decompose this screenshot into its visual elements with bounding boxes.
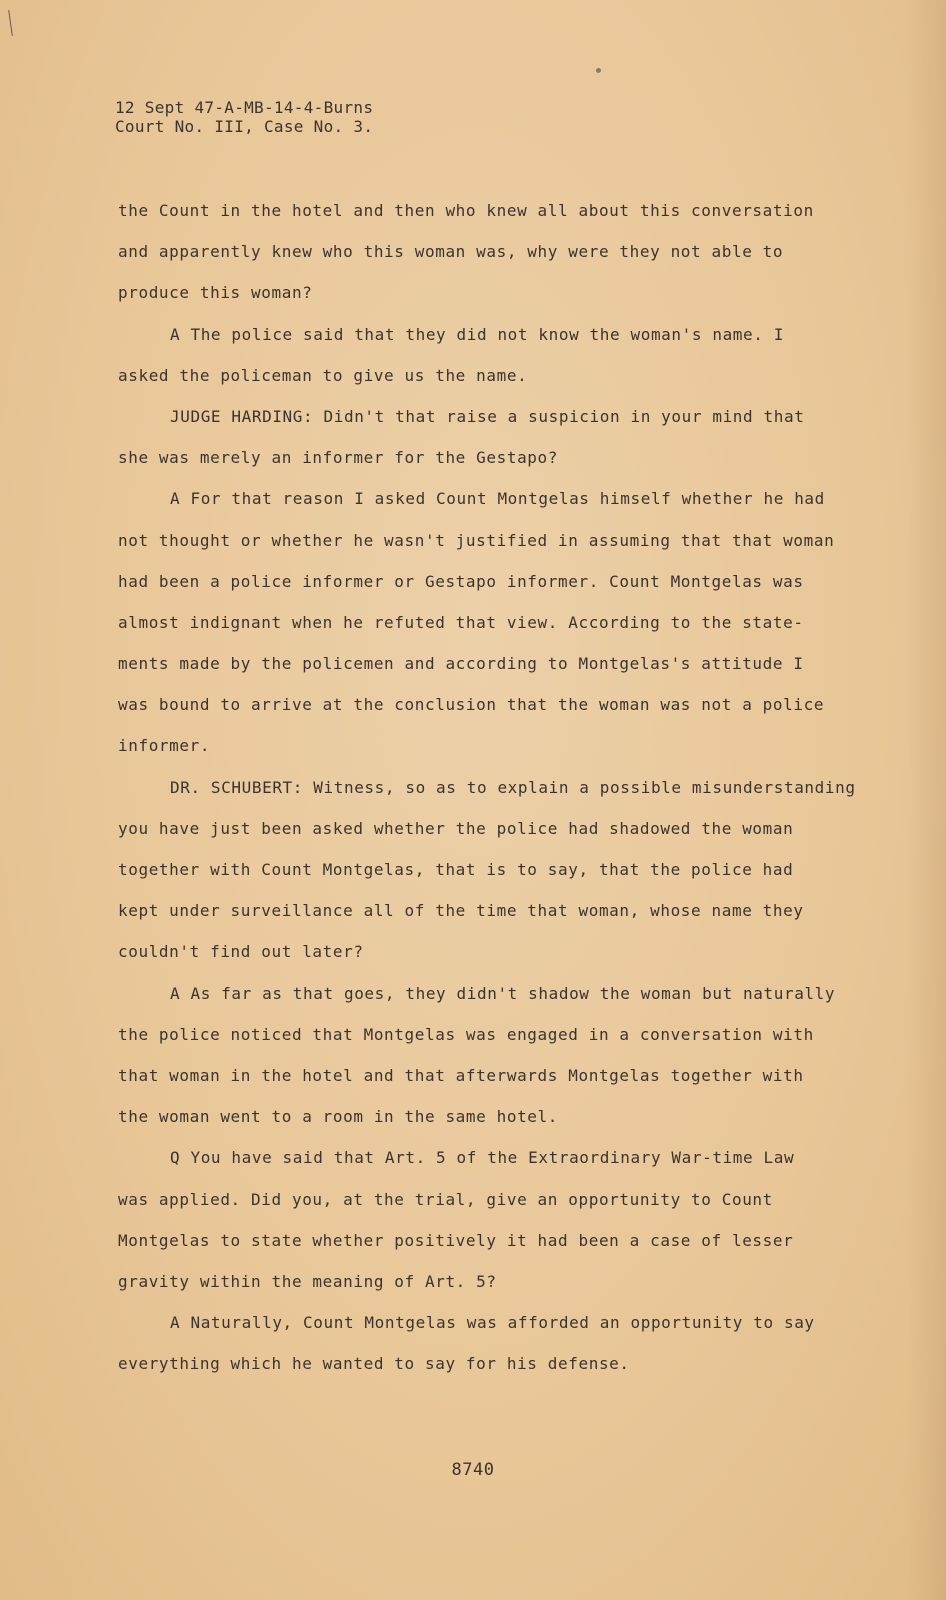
text-line: not thought or whether he wasn't justified in assuming that that woman	[118, 530, 835, 550]
text-line: A For that reason I asked Count Montgelas himself whether he had	[170, 489, 825, 509]
page-edge-shadow	[906, 0, 946, 1600]
text-line: A Naturally, Count Montgelas was afforded an opportunity to say	[170, 1313, 815, 1333]
text-line: Montgelas to state whether positively it had been a case of lesser	[118, 1230, 794, 1250]
text-line: and apparently knew who this woman was, why were they not able to	[118, 242, 784, 262]
text-line: she was merely an informer for the Gestapo?	[118, 448, 559, 468]
text-line: produce this woman?	[118, 283, 313, 303]
margin-mark	[8, 10, 13, 36]
text-line: almost indignant when he refuted that view. According to the state-	[118, 612, 804, 632]
text-line: gravity within the meaning of Art. 5?	[118, 1271, 497, 1291]
text-line: together with Count Montgelas, that is to say, that the police had	[118, 860, 794, 879]
transcript-body	[118, 190, 878, 1384]
text-line: asked the policeman to give us the name.	[118, 365, 528, 385]
page-number: 8740	[451, 1460, 495, 1480]
text-line: everything which he wanted to say for his defense.	[118, 1354, 630, 1374]
text-line: A The police said that they did not know the woman's name. I	[170, 324, 784, 344]
header-line-1: 12 Sept 47-A-MB-14-4-Burns	[115, 98, 374, 117]
text-line: was bound to arrive at the conclusion that the woman was not a police	[118, 695, 825, 715]
text-line: couldn't find out later?	[118, 942, 364, 962]
paper-speck	[596, 68, 601, 73]
header-line-2: Court No. III, Case No. 3.	[115, 117, 374, 136]
text-line: had been a police informer or Gestapo informer. Count Montgelas was	[118, 571, 804, 591]
text-line: the police noticed that Montgelas was engaged in a conversation with	[118, 1024, 814, 1044]
text-line: the woman went to a room in the same hotel.	[118, 1107, 559, 1127]
text-line: informer.	[118, 736, 211, 756]
text-line: you have just been asked whether the police had shadowed the woman	[118, 818, 794, 838]
document-header	[115, 98, 373, 136]
text-line: that woman in the hotel and that afterwards Montgelas together with	[118, 1065, 804, 1085]
text-line: DR. SCHUBERT: Witness, so as to explain a possible misunderstanding	[170, 777, 856, 797]
text-line: Q You have said that Art. 5 of the Extraordinary War-time Law	[170, 1148, 795, 1168]
text-line: the Count in the hotel and then who knew all about this conversation	[118, 201, 814, 220]
text-line: ments made by the policemen and according to Montgelas's attitude I	[118, 654, 804, 674]
text-line: was applied. Did you, at the trial, give an opportunity to Count	[118, 1189, 773, 1209]
text-line: kept under surveillance all of the time that woman, whose name they	[118, 901, 804, 921]
text-line: JUDGE HARDING: Didn't that raise a suspicion in your mind that	[170, 406, 805, 426]
text-line: A As far as that goes, they didn't shadow the woman but naturally	[170, 983, 836, 1003]
